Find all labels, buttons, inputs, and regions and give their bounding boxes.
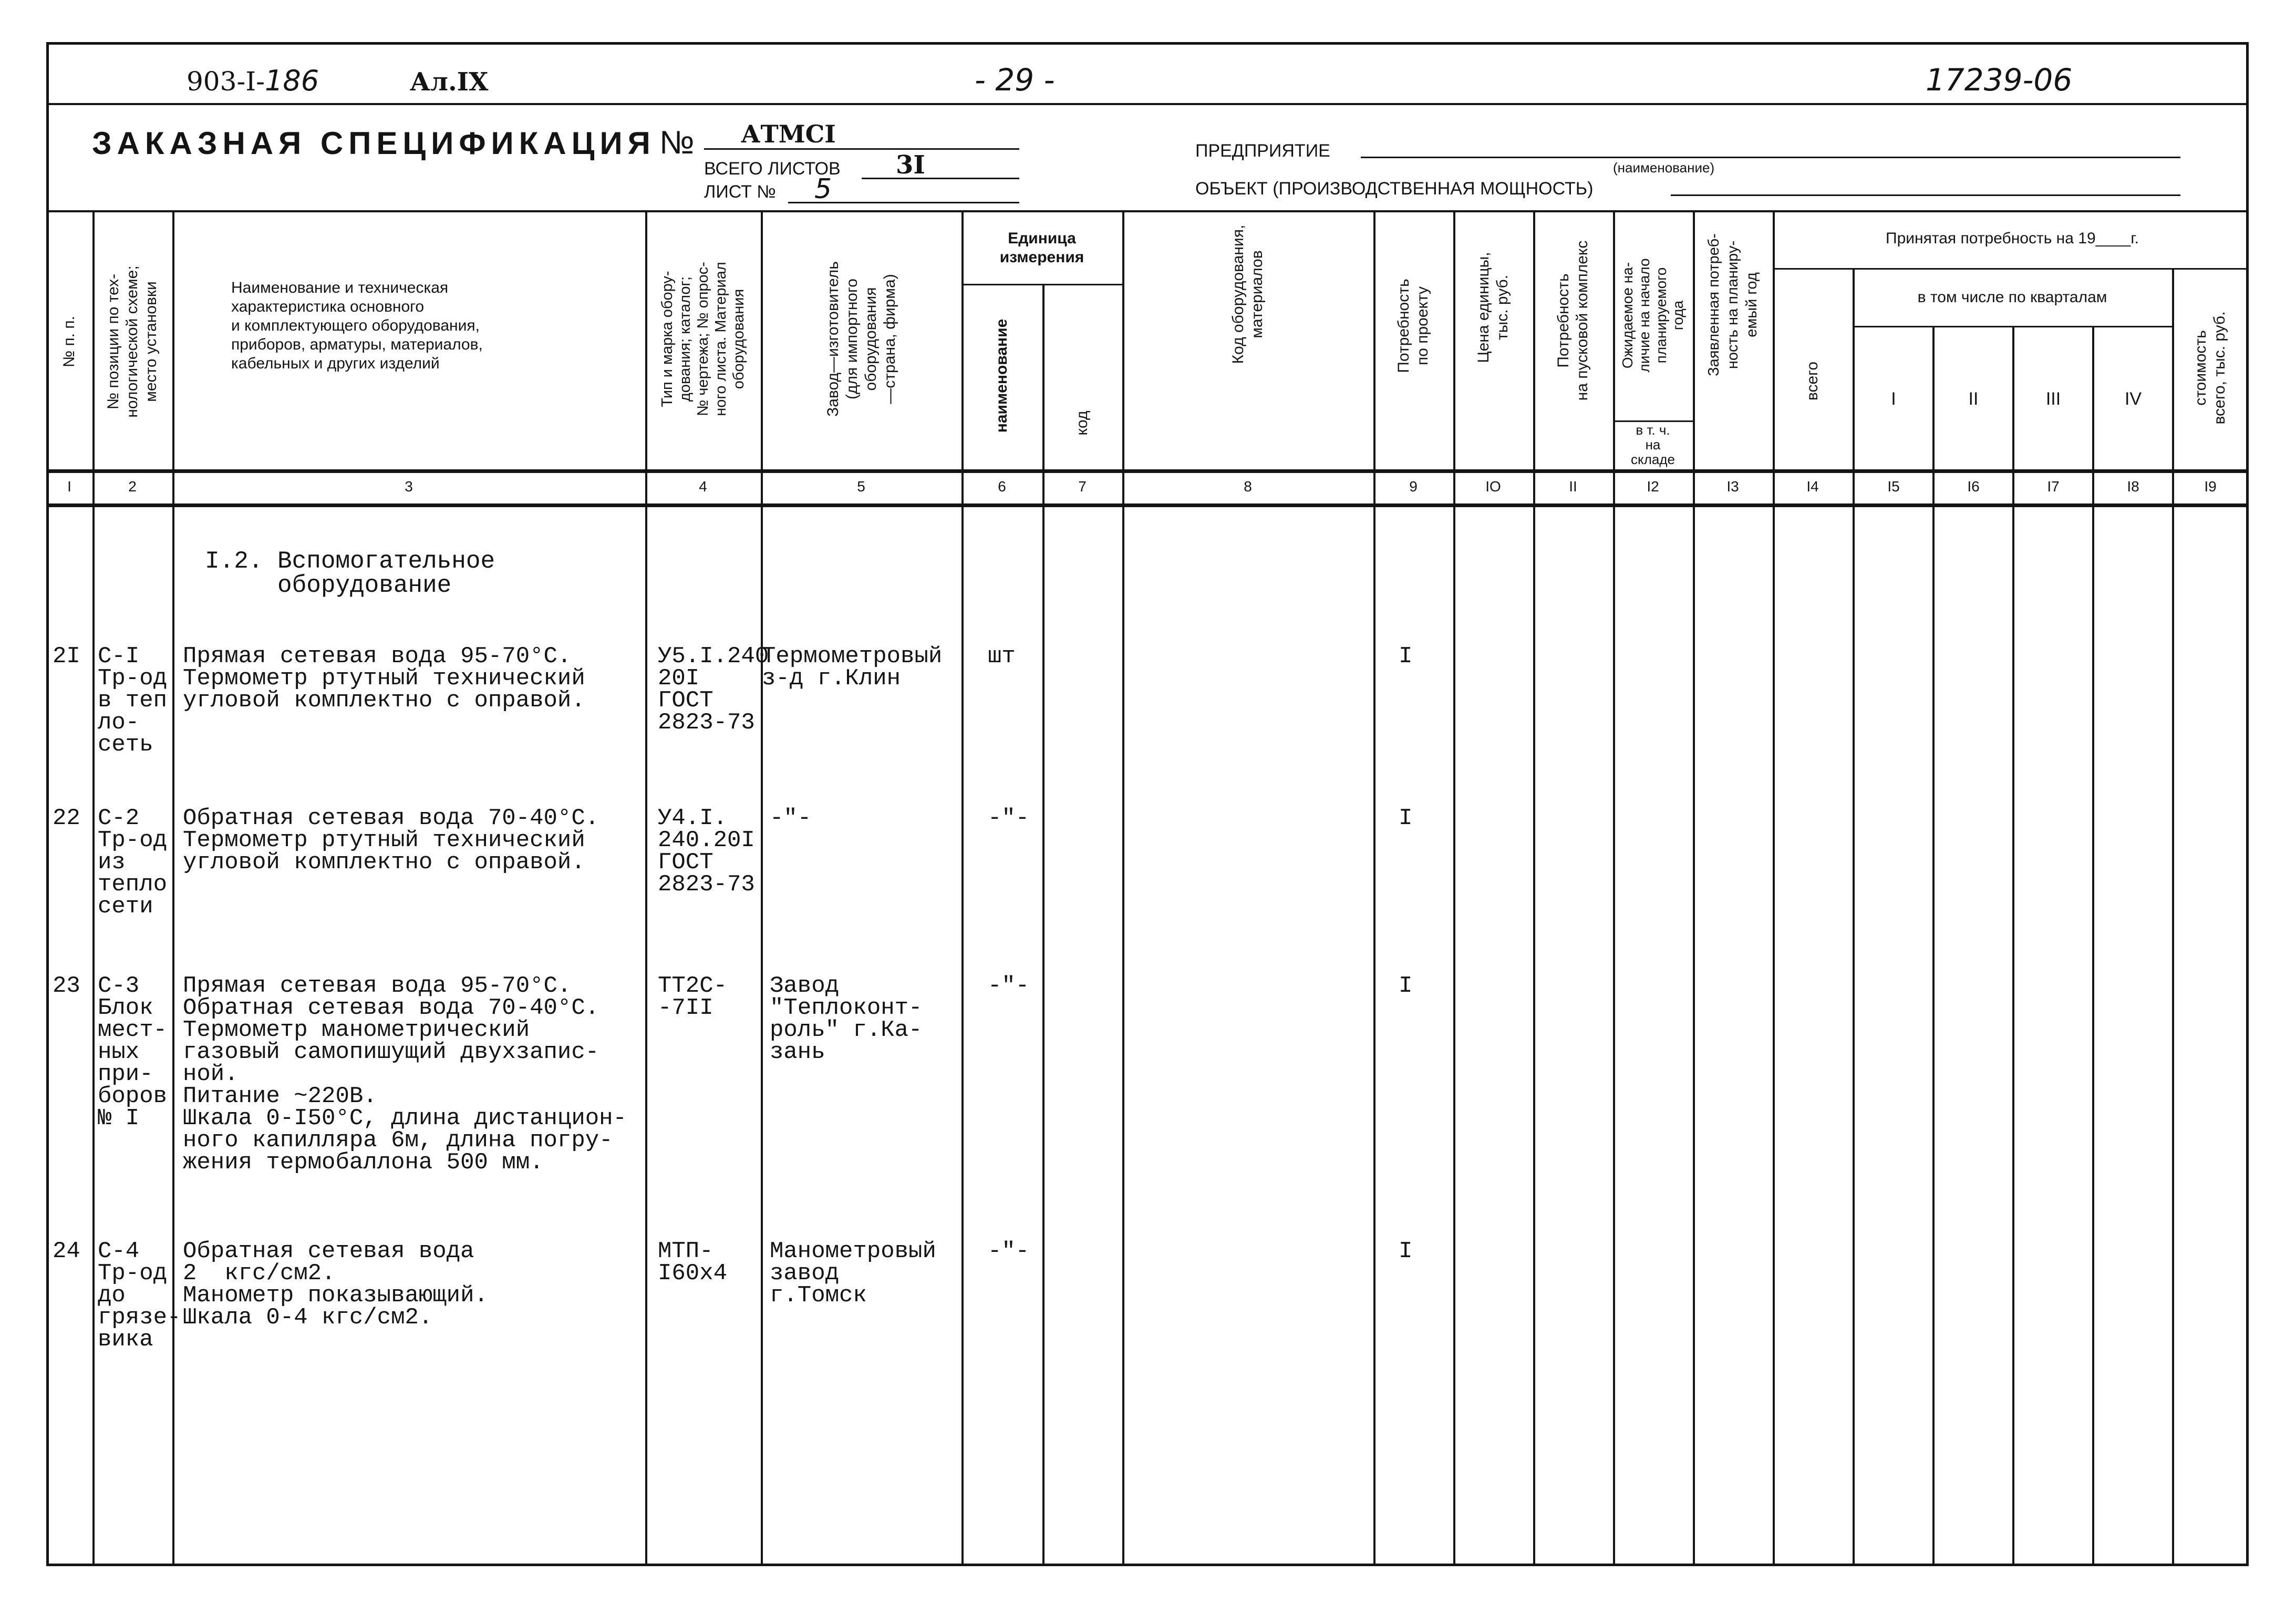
col-number-3: 3 (405, 478, 413, 495)
spec-number-sign: № (659, 125, 695, 161)
row-24-position: С-4 Тр-од до грязе- вика (98, 1238, 181, 1353)
spec-title: ЗАКАЗНАЯ СПЕЦИФИКАЦИЯ (92, 126, 656, 161)
total-sheets-label: ВСЕГО ЛИСТОВ (704, 159, 841, 179)
quarter-4-header: IV (2124, 389, 2142, 409)
col-number-14: I4 (1806, 478, 1819, 495)
row-21-name: Прямая сетевая вода 95-70°С. Термометр ртутный технический угловой комплектно с оправой. (183, 643, 585, 714)
sheet-value: 5 (814, 173, 832, 205)
col-number-7: 7 (1078, 478, 1087, 495)
row-22-maker: -"- (770, 805, 812, 831)
spec-number-line (704, 148, 1019, 150)
row-21-maker: Термометровый з-д г.Клин (762, 643, 943, 692)
col-header-2: № позиции по тех- нологической схеме; место установки (105, 265, 160, 418)
col-number-15: I5 (1887, 478, 1900, 495)
project-code (187, 64, 319, 97)
row-21-position: С-I Тр-од в теп ло- сеть (98, 643, 168, 758)
col-number-18: I8 (2127, 478, 2139, 495)
col-line-15 (1932, 326, 1935, 1566)
row-22-name: Обратная сетевая вода 70-40°С. Термометр ртутный технический угловой комплектно с оправой. (183, 805, 599, 876)
row-23-qty: I (1399, 973, 1413, 999)
col-line-12 (1693, 210, 1695, 1566)
col-header-5: Завод—изготовитель (для импортного оборудования —страна, фирма) (824, 261, 898, 417)
enterprise-label: ПРЕДПРИЯТИЕ (1195, 141, 1330, 161)
col-line-18 (2172, 268, 2174, 1566)
row-22-position: С-2 Тр-од из тепло сети (98, 805, 168, 920)
col-line-4 (761, 210, 763, 1566)
section-title: I.2. Вспомогательное оборудование (205, 548, 495, 599)
accepted-group-header: Принятая потребность на 19____г. (1886, 230, 2139, 247)
col-line-14 (1853, 268, 1855, 1566)
quarter-1-header: I (1891, 389, 1896, 409)
unit-group-line (961, 284, 1122, 285)
row-22-type: У4.I. 240.20I ГОСТ 2823-73 (658, 805, 755, 898)
accepted-group-line (1773, 268, 2249, 270)
col-header-6: наименование (993, 318, 1010, 433)
col-number-1: I (67, 478, 71, 495)
sheet-label: ЛИСТ № (704, 182, 776, 202)
col-header-11: Потребность на пусковой комплекс (1555, 240, 1591, 401)
col-number-5: 5 (857, 478, 865, 495)
col-line-9 (1453, 210, 1455, 1566)
col-number-12: I2 (1647, 478, 1659, 495)
unit-group-header: Единица измерения (999, 230, 1084, 266)
col-header-1: № п. п. (60, 315, 78, 368)
row-22-unit: -"- (988, 805, 1030, 831)
col-number-4: 4 (699, 478, 707, 495)
row-23-name: Прямая сетевая вода 95-70°С. Обратная сетевая вода 70-40°С. Термометр манометрический газовый самопишущий двухзапис- ной. Питание ~220В. Шкала 0-I50°С, длина дистанцион- ного капилляра 6м, длина погру- жения термобаллона 500 мм. (183, 973, 627, 1176)
quarter-2-header: II (1968, 389, 1979, 409)
col-header-13: Заявленная потреб- ность на планиру- емый год (1705, 233, 1760, 376)
row-24-name: Обратная сетевая вода 2 кгс/см2. Манометр показывающий. Шкала 0-4 кгс/см2. (183, 1238, 488, 1331)
quarters-group-header: в том числе по кварталам (1917, 289, 2107, 306)
col-number-8: 8 (1244, 478, 1252, 495)
col-header-4: Тип и марка обору- дования; каталог; № чертежа; № опрос- ного листа. Материал оборудования (659, 262, 747, 416)
col-number-2: 2 (128, 478, 137, 495)
sheet-line (788, 202, 1019, 203)
enterprise-line (1361, 157, 2180, 158)
col-number-10: IO (1485, 478, 1501, 495)
enterprise-caption: (наименование) (1613, 160, 1715, 176)
quarter-3-header: III (2045, 389, 2061, 409)
project-code-prefix: 903-I- (187, 66, 265, 97)
col-line-3 (645, 210, 647, 1566)
col-line-8 (1373, 210, 1375, 1566)
row-21-unit: шт (988, 643, 1016, 670)
row-22-number: 22 (53, 805, 80, 831)
col-number-16: I6 (1967, 478, 1980, 495)
page-number: - 29 - (975, 62, 1055, 98)
col-number-6: 6 (998, 478, 1006, 495)
col-header-14: всего (1804, 361, 1821, 401)
row-23-position: С-3 Блок мест- ных при- боров № I (98, 973, 168, 1132)
col-header-8: Код оборудования, материалов (1229, 224, 1266, 364)
top-strip-divider (46, 103, 2249, 105)
col-line-11 (1613, 210, 1615, 1566)
row-24-unit: -"- (988, 1238, 1030, 1265)
row-23-type: ТТ2С- -7II (658, 973, 728, 1021)
col-line-13 (1773, 210, 1775, 1566)
col-line-2 (172, 210, 174, 1566)
row-24-maker: Манометровый завод г.Томск (770, 1238, 936, 1309)
col-number-13: I3 (1726, 478, 1739, 495)
row-23-number: 23 (53, 973, 80, 999)
row-24-number: 24 (53, 1238, 80, 1265)
row-23-maker: Завод "Теплоконт- роль" г.Ка- зань (770, 973, 923, 1065)
spec-number: АТМСI (741, 120, 836, 148)
col-number-19: I9 (2204, 478, 2217, 495)
col-line-10 (1533, 210, 1535, 1566)
col-line-1 (92, 210, 95, 1566)
col-number-11: II (1569, 478, 1577, 495)
project-number: 186 (264, 64, 319, 97)
col-header-19: стоимость всего, тыс. руб. (2192, 311, 2228, 425)
col-header-9: Потребность по проекту (1395, 279, 1431, 373)
col-header-7: код (1073, 410, 1091, 436)
row-23-unit: -"- (988, 973, 1030, 999)
total-sheets-value: 3I (896, 150, 925, 180)
row-21-type: У5.I.240 20I ГОСТ 2823-73 (658, 643, 769, 736)
col-header-12: Ожидаемое на- личие на начало планируемого года (1619, 258, 1686, 373)
quarters-group-line (1853, 326, 2172, 327)
album-label: Ал.IX (410, 67, 489, 97)
col-line-16 (2012, 326, 2014, 1566)
object-line (1671, 194, 2180, 196)
row-21-qty: I (1399, 643, 1413, 670)
col-line-17 (2092, 326, 2094, 1566)
page-frame (46, 42, 2249, 1566)
col-number-9: 9 (1409, 478, 1418, 495)
column-numbers-line (46, 503, 2249, 507)
col-number-17: I7 (2047, 478, 2060, 495)
header-bottom-line (46, 469, 2249, 473)
col-header-12-sub: в т. ч. на складе (1631, 422, 1675, 467)
total-sheets-line (862, 178, 1019, 179)
title-block-divider (46, 210, 2249, 212)
col-line-6 (1042, 284, 1044, 1566)
col-line-5 (961, 210, 964, 1566)
col-header-10: Цена единицы, тыс. руб. (1475, 252, 1511, 363)
row-22-qty: I (1399, 805, 1413, 831)
col-line-7 (1122, 210, 1124, 1566)
object-label: ОБЪЕКТ (ПРОИЗВОДСТВЕННАЯ МОЩНОСТЬ) (1195, 179, 1594, 199)
document-number: 17239-06 (1926, 62, 2073, 98)
row-24-qty: I (1399, 1238, 1413, 1265)
row-24-type: МТП- I60х4 (658, 1238, 728, 1287)
row-21-number: 2I (53, 643, 80, 670)
col-header-3: Наименование и техническая характеристика основного и комплектующего оборудования, приборов, арматуры, материалов, кабельных и других изделий (231, 279, 483, 372)
